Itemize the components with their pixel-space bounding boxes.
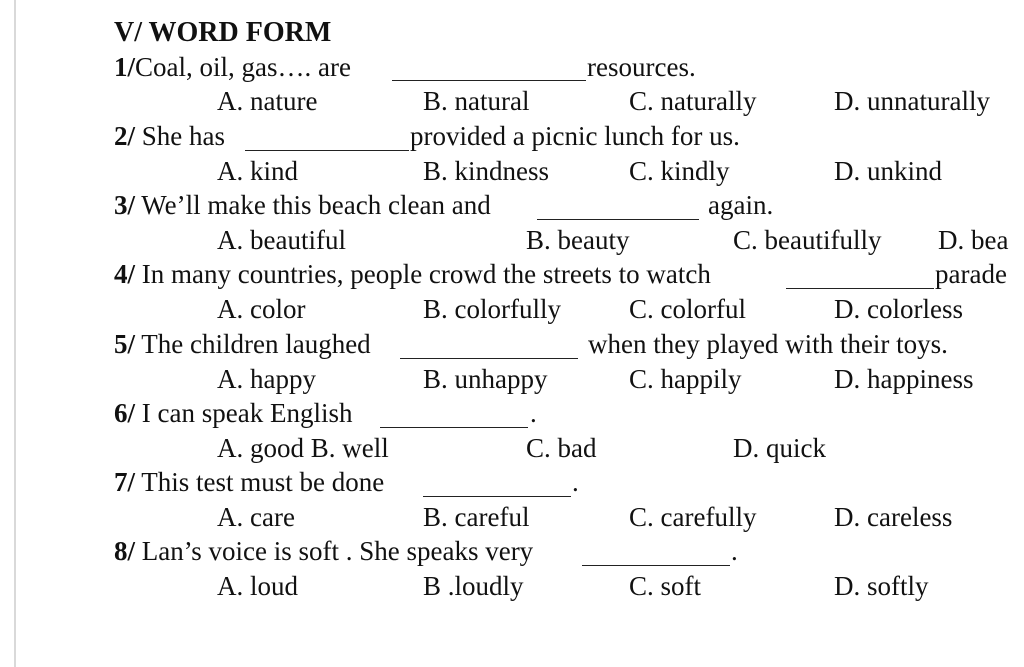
question-text-before: This test must be done: [135, 467, 385, 497]
option-a-b[interactable]: A. good B. well: [217, 433, 389, 463]
answer-blank[interactable]: [400, 358, 578, 359]
option-b[interactable]: B. unhappy: [423, 364, 548, 394]
question-text-before: We’ll make this beach clean and: [135, 190, 491, 220]
option-c[interactable]: C. kindly: [629, 156, 730, 186]
question-number: 7/: [114, 467, 136, 497]
option-a[interactable]: A. nature: [217, 86, 318, 116]
option-b[interactable]: B. careful: [423, 502, 530, 532]
answer-blank[interactable]: [245, 150, 409, 151]
option-c[interactable]: C. carefully: [629, 502, 757, 532]
answer-blank[interactable]: [582, 565, 730, 566]
option-a[interactable]: A. kind: [217, 156, 298, 186]
question-8: [114, 535, 533, 567]
question-text-after: .: [572, 467, 579, 497]
option-d[interactable]: D. happiness: [834, 364, 974, 394]
question-7: [114, 466, 384, 498]
question-text-before: In many countries, people crowd the streets to watch: [135, 259, 711, 289]
question-text-after: parade: [935, 259, 1007, 289]
answer-blank[interactable]: [537, 219, 699, 220]
option-b[interactable]: B .loudly: [423, 571, 524, 601]
question-number: 4/: [114, 259, 136, 289]
option-d[interactable]: D. unnaturally: [834, 86, 990, 116]
option-d[interactable]: D. unkind: [834, 156, 942, 186]
answer-blank[interactable]: [786, 288, 934, 289]
question-number: 6/: [114, 398, 136, 428]
option-d[interactable]: D. bea: [938, 225, 1009, 255]
option-c[interactable]: C. naturally: [629, 86, 757, 116]
question-2: [114, 120, 225, 152]
question-text-before: Coal, oil, gas…. are: [135, 52, 351, 82]
question-3: [114, 189, 491, 221]
question-number: 5/: [114, 329, 136, 359]
option-b[interactable]: B. kindness: [423, 156, 550, 186]
answer-blank[interactable]: [423, 496, 571, 497]
question-5: [114, 328, 371, 360]
question-text-after: provided a picnic lunch for us.: [410, 121, 740, 151]
question-text-after: when they played with their toys.: [588, 329, 948, 359]
question-text-before: She has: [135, 121, 226, 151]
option-a[interactable]: A. happy: [217, 364, 316, 394]
option-a[interactable]: A. care: [217, 502, 295, 532]
question-text-before: Lan’s voice is soft . She speaks very: [135, 536, 534, 566]
section-title: V/ WORD FORM: [114, 17, 332, 48]
option-c[interactable]: C. soft: [629, 571, 702, 601]
option-c[interactable]: C. happily: [629, 364, 742, 394]
option-d[interactable]: D. colorless: [834, 294, 963, 324]
question-text-after: .: [530, 398, 537, 428]
option-d[interactable]: D. careless: [834, 502, 953, 532]
option-d[interactable]: D. softly: [834, 571, 929, 601]
question-4: [114, 258, 711, 290]
option-c[interactable]: C. bad: [526, 433, 597, 463]
question-6: [114, 397, 352, 429]
question-text-after: .: [731, 536, 738, 566]
option-d[interactable]: D. quick: [733, 433, 826, 463]
answer-blank[interactable]: [392, 80, 586, 81]
question-number: 8/: [114, 536, 136, 566]
question-number: 1/: [114, 52, 136, 82]
question-number: 2/: [114, 121, 136, 151]
question-text-before: The children laughed: [135, 329, 371, 359]
question-text-after: again.: [708, 190, 774, 220]
answer-blank[interactable]: [380, 427, 528, 428]
option-c[interactable]: C. beautifully: [733, 225, 882, 255]
question-1: [114, 51, 351, 83]
option-a[interactable]: A. color: [217, 294, 306, 324]
question-text-after: resources.: [587, 52, 696, 82]
option-b[interactable]: B. natural: [423, 86, 530, 116]
option-a[interactable]: A. loud: [217, 571, 298, 601]
option-b[interactable]: B. colorfully: [423, 294, 561, 324]
question-number: 3/: [114, 190, 136, 220]
option-c[interactable]: C. colorful: [629, 294, 746, 324]
option-b[interactable]: B. beauty: [526, 225, 630, 255]
option-a[interactable]: A. beautiful: [217, 225, 346, 255]
question-text-before: I can speak English: [135, 398, 353, 428]
